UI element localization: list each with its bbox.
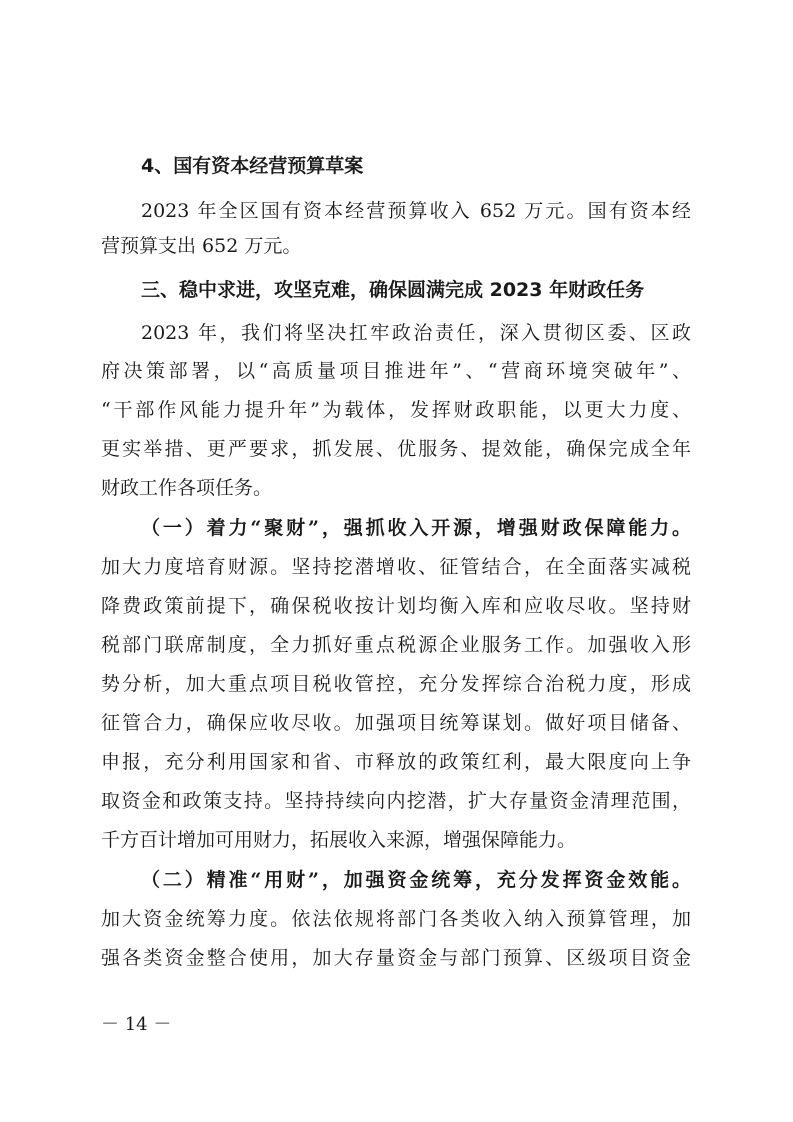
paragraph-line: 千方百计增加可用财力，拓展收入来源，增强保障能力。 [101,829,577,851]
paragraph-line: 降费政策前提下，确保税收按计划均衡入库和应收尽收。坚持财 [101,595,691,617]
subsection-heading: （一）着力“聚财”，强抓收入开源，增强财政保障能力。 [141,517,691,539]
paragraph-line: 申报，充分利用国家和省、市释放的政策红利，最大限度向上争 [101,751,691,773]
paragraph-line: 税部门联席制度，全力抓好重点税源企业服务工作。加强收入形 [101,634,691,656]
subsection-heading: （二）精准“用财”，加强资金统筹，充分发挥资金效能。 [141,869,691,891]
paragraph-line: 营预算支出 652 万元。 [101,235,302,257]
paragraph-line: 势分析，加大重点项目税收管控，充分发挥综合治税力度，形成 [101,673,691,695]
paragraph-line: 财政工作各项任务。 [101,477,273,499]
paragraph-line: 2023 年，我们将坚决扛牢政治责任，深入贯彻区委、区政 [141,322,691,344]
paragraph-line: 加大资金统筹力度。依法依规将部门各类收入纳入预算管理，加 [101,908,691,930]
paragraph-line: 强各类资金整合使用，加大存量资金与部门预算、区级项目资金 [101,947,691,969]
paragraph-line: 更实举措、更严要求，抓发展、优服务、提效能，确保完成全年 [101,438,691,460]
paragraph-line: 取资金和政策支持。坚持持续向内挖潜，扩大存量资金清理范围， [101,790,691,812]
section-subheading: 4、国有资本经营预算草案 [141,155,364,177]
paragraph-line: 加大力度培育财源。坚持挖潜增收、征管结合，在全面落实减税 [101,556,691,578]
paragraph-line: 2023 年全区国有资本经营预算收入 652 万元。国有资本经 [141,200,691,222]
paragraph-line: “干部作风能力提升年”为载体，发挥财政职能，以更大力度、 [101,399,691,421]
paragraph-line: 府决策部署，以“高质量项目推进年”、“营商环境突破年”、 [101,360,691,382]
paragraph-line: 征管合力，确保应收尽收。加强项目统筹谋划。做好项目储备、 [101,712,691,734]
page-number: － 14 － [101,1014,172,1035]
section-heading: 三、稳中求进，攻坚克难，确保圆满完成 2023 年财政任务 [141,279,645,301]
